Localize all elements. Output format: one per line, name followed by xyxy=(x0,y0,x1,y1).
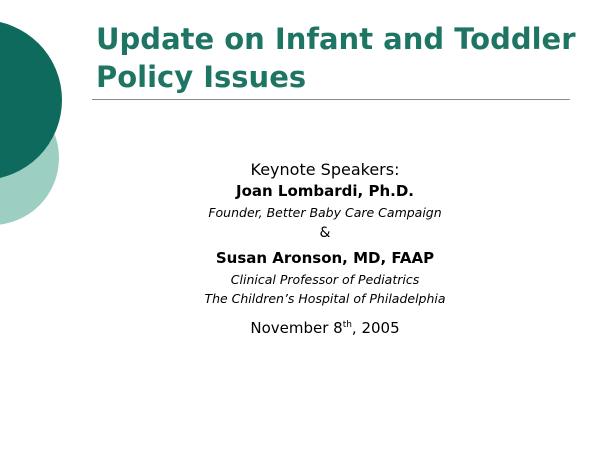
speakers-heading: Keynote Speakers: xyxy=(250,160,400,179)
presentation-date xyxy=(120,317,530,339)
speaker1-name: Joan Lombardi, Ph.D. xyxy=(236,182,414,200)
date-month-day: November 8 xyxy=(250,319,343,337)
speaker1-title: Founder, Better Baby Care Campaign xyxy=(208,205,442,220)
speaker2-name: Susan Aronson, MD, FAAP xyxy=(215,249,435,267)
speakers-block xyxy=(120,160,530,339)
speaker2-affiliation: The Children’s Hospital of Philadelphia xyxy=(204,291,446,306)
date-year: , 2005 xyxy=(351,319,400,337)
decorative-circles xyxy=(0,0,100,260)
date-suffix: th xyxy=(342,320,352,330)
ampersand: & xyxy=(319,225,331,241)
title-divider xyxy=(92,99,570,100)
speaker2-title: Clinical Professor of Pediatrics xyxy=(230,272,420,287)
slide-title: Update on Infant and Toddler Policy Issues xyxy=(96,22,576,94)
